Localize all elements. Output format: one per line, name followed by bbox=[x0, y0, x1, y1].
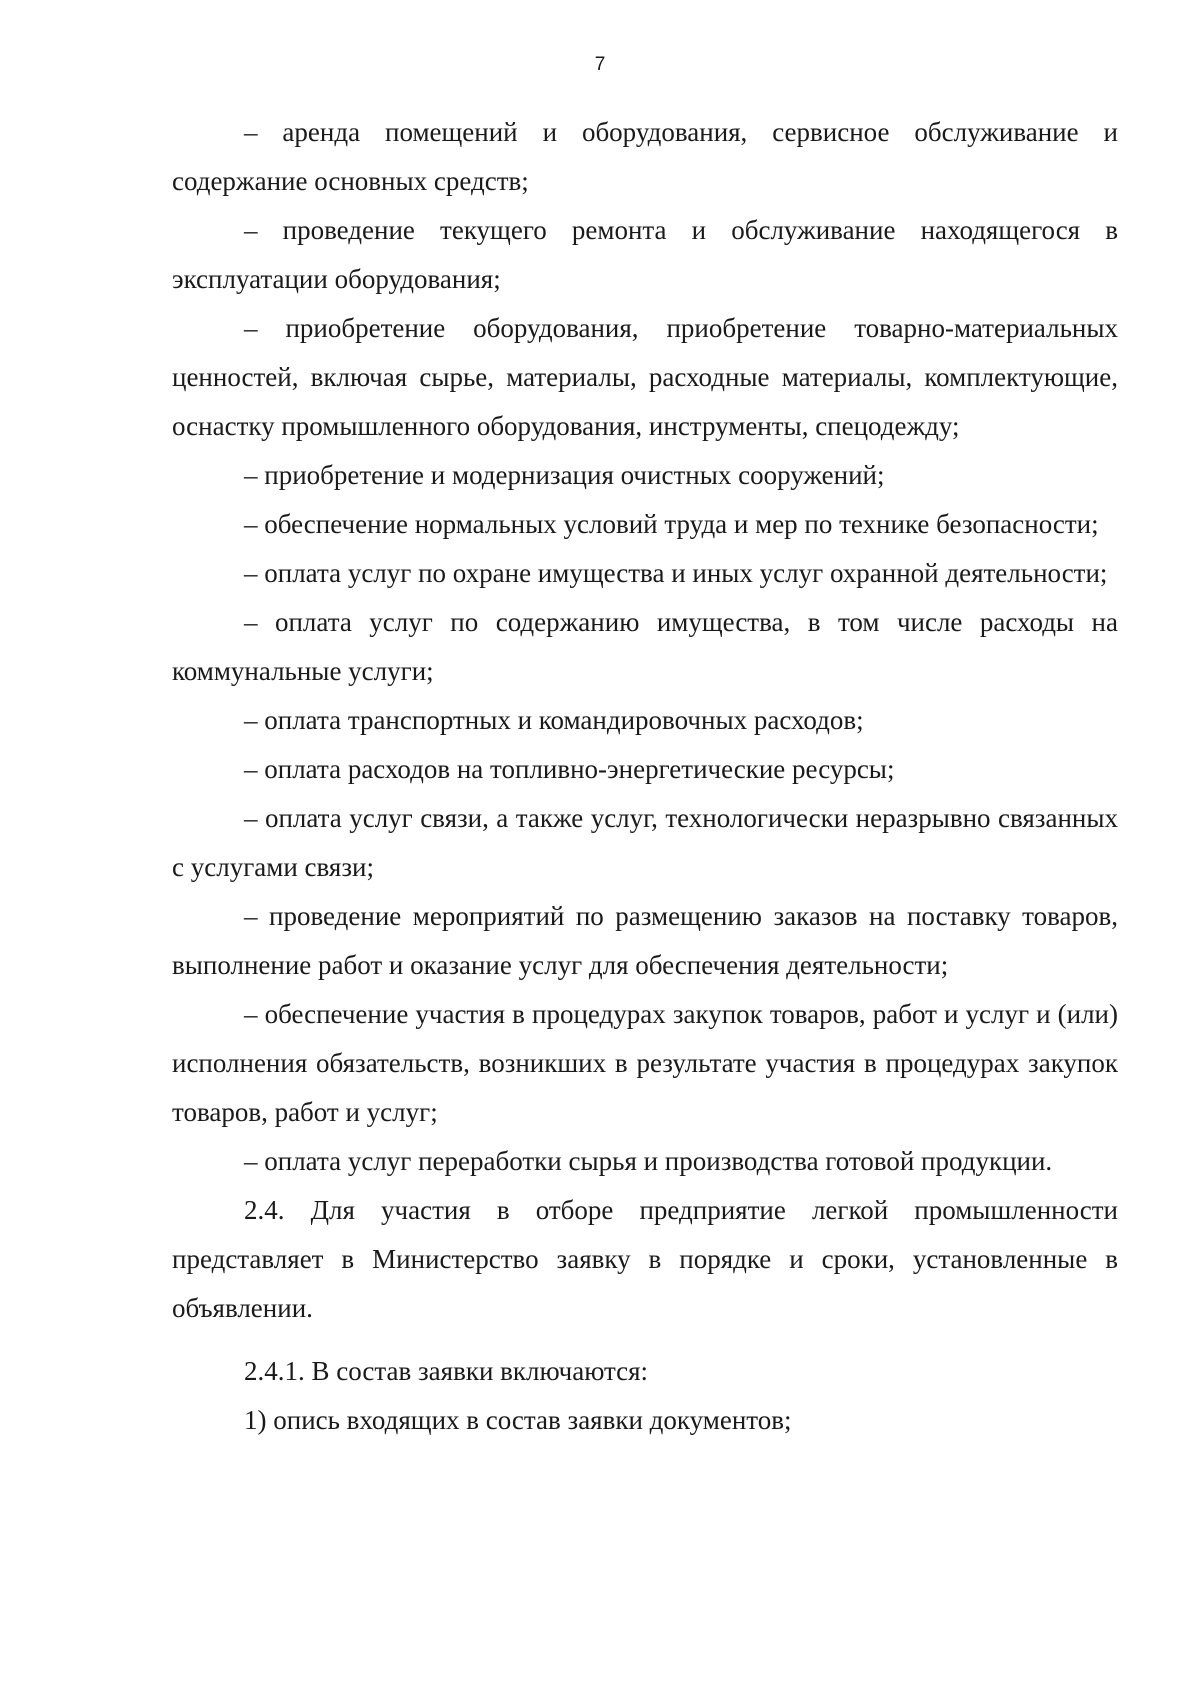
paragraph: – обеспечение нормальных условий труда и мер по технике безопасности; bbox=[244, 509, 1099, 539]
paragraph: – обеспечение участия в процедурах закупок товаров, работ и услуг и (или) исполнения обязательств, возникших в результате участия в процедурах закупок товаров, работ и услуг; bbox=[172, 999, 1118, 1127]
paragraph: – приобретение и модернизация очистных сооружений; bbox=[244, 460, 885, 490]
list-item: 1) опись входящих в состав заявки документов; bbox=[244, 1405, 792, 1435]
paragraph: – приобретение оборудования, приобретение товарно-материальных ценностей, включая сырье, материалы, расходные материалы, комплектующие, оснастку промышленного оборудования, инструменты, спецодежду; bbox=[172, 313, 1118, 441]
page-number: 7 bbox=[594, 54, 606, 75]
paragraph: – оплата расходов на топливно-энергетические ресурсы; bbox=[244, 754, 895, 784]
paragraph: – оплата услуг переработки сырья и производства готовой продукции. bbox=[244, 1146, 1053, 1176]
section-paragraph: 2.4. Для участия в отборе предприятие легкой промышленности представляет в Министерство заявку в порядке и сроки, установленные в объявлении. bbox=[172, 1195, 1118, 1323]
subsection-heading: 2.4.1. В состав заявки включаются: bbox=[244, 1356, 649, 1386]
paragraph: – проведение мероприятий по размещению заказов на поставку товаров, выполнение работ и оказание услуг для обеспечения деятельности; bbox=[172, 901, 1118, 980]
paragraph: – проведение текущего ремонта и обслуживание находящегося в эксплуатации оборудования; bbox=[172, 215, 1118, 294]
paragraph: – оплата услуг по охране имущества и иных услуг охранной деятельности; bbox=[244, 558, 1108, 588]
paragraph: – оплата услуг связи, а также услуг, технологически неразрывно связанных с услугами связи; bbox=[172, 803, 1118, 882]
paragraph: – аренда помещений и оборудования, сервисное обслуживание и содержание основных средств; bbox=[172, 117, 1118, 196]
document-body bbox=[172, 108, 1118, 1445]
paragraph: – оплата транспортных и командировочных расходов; bbox=[244, 705, 864, 735]
paragraph: – оплата услуг по содержанию имущества, в том числе расходы на коммунальные услуги; bbox=[172, 607, 1118, 686]
